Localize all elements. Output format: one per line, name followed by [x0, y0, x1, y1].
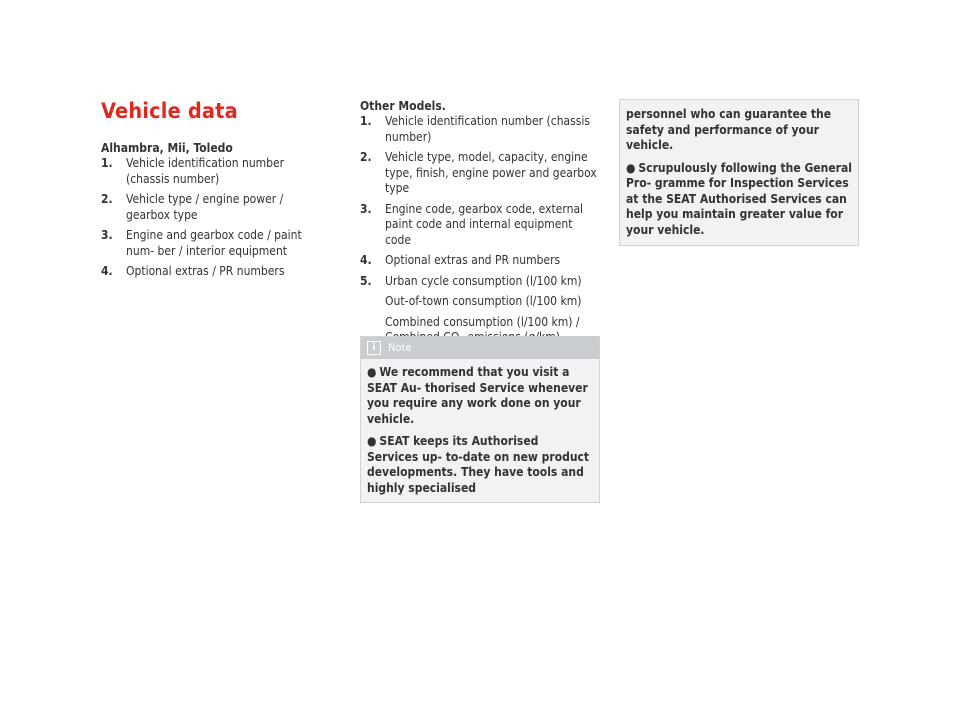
note-text: Scrupulously following the General Pro- gramme for Inspection Services at the SEAT Authorised Services can help you maintain greater value for your vehicle.	[626, 160, 852, 237]
note-box	[360, 336, 600, 503]
item-number: 4.	[360, 253, 372, 267]
item-number: 1.	[101, 156, 113, 170]
page-title: Vehicle data	[101, 99, 238, 124]
item-number: 3.	[101, 228, 113, 242]
note-paragraph	[367, 434, 593, 496]
item-number: 1.	[360, 114, 372, 128]
models-heading: Alhambra, Mii, Toledo	[101, 141, 233, 155]
note-header	[361, 337, 599, 359]
note-title: Note	[388, 341, 412, 354]
note-continuation-box	[619, 99, 859, 246]
other-models-heading: Other Models.	[360, 99, 446, 113]
bullet-icon: ●	[367, 434, 377, 448]
note-continuation-body	[620, 100, 858, 245]
item-text: Engine and gearbox code / paint num- ber / interior equipment	[126, 228, 302, 258]
item-text: Vehicle identification number (chassis number)	[385, 114, 591, 144]
info-icon: i	[367, 341, 381, 355]
note-body	[361, 359, 599, 502]
note-paragraph	[626, 107, 852, 154]
item-number: 5.	[360, 273, 372, 288]
list-item	[360, 253, 600, 269]
list-item	[101, 228, 329, 259]
item-text: Optional extras / PR numbers	[126, 264, 285, 278]
item-text: Vehicle identification number (chassis number)	[126, 156, 285, 186]
item-text: Vehicle type / engine power / gearbox type	[126, 192, 284, 222]
left-numbered-list	[101, 156, 329, 285]
item-text: Engine code, gearbox code, external paint code and internal equipment code	[385, 201, 584, 247]
bullet-icon: ●	[626, 160, 636, 175]
note-paragraph	[367, 365, 593, 427]
item-number: 2.	[360, 150, 372, 164]
note-paragraph	[626, 161, 852, 239]
item-text: Vehicle type, model, capacity, engine type, finish, engine power and gearbox type	[385, 150, 597, 195]
item-text: Optional extras and PR numbers	[385, 253, 561, 267]
middle-numbered-list	[360, 114, 600, 351]
item-number: 4.	[101, 264, 113, 278]
note-text: personnel who can guarantee the safety and performance of your vehicle.	[626, 107, 832, 152]
list-item	[101, 192, 329, 223]
list-item	[360, 114, 600, 145]
combined-consumption-text: Combined consumption (l/100 km) /	[385, 314, 580, 329]
item-number: 3.	[360, 201, 372, 216]
note-text: SEAT keeps its Authorised Services up- to-date on new product developments. They have tools and highly specialised	[367, 434, 590, 495]
note-text: We recommend that you visit a SEAT Au- thorised Service whenever you require any work done on your vehicle.	[367, 365, 588, 426]
list-item-consumption	[360, 274, 600, 346]
item-number: 2.	[101, 192, 113, 206]
bullet-icon: ●	[367, 365, 377, 379]
list-item	[360, 202, 600, 249]
list-item	[360, 150, 600, 197]
out-of-town-consumption: Out-of-town consumption (l/100 km)	[385, 294, 582, 308]
urban-consumption: Urban cycle consumption (l/100 km)	[385, 273, 582, 288]
list-item	[101, 264, 329, 280]
list-item	[101, 156, 329, 187]
